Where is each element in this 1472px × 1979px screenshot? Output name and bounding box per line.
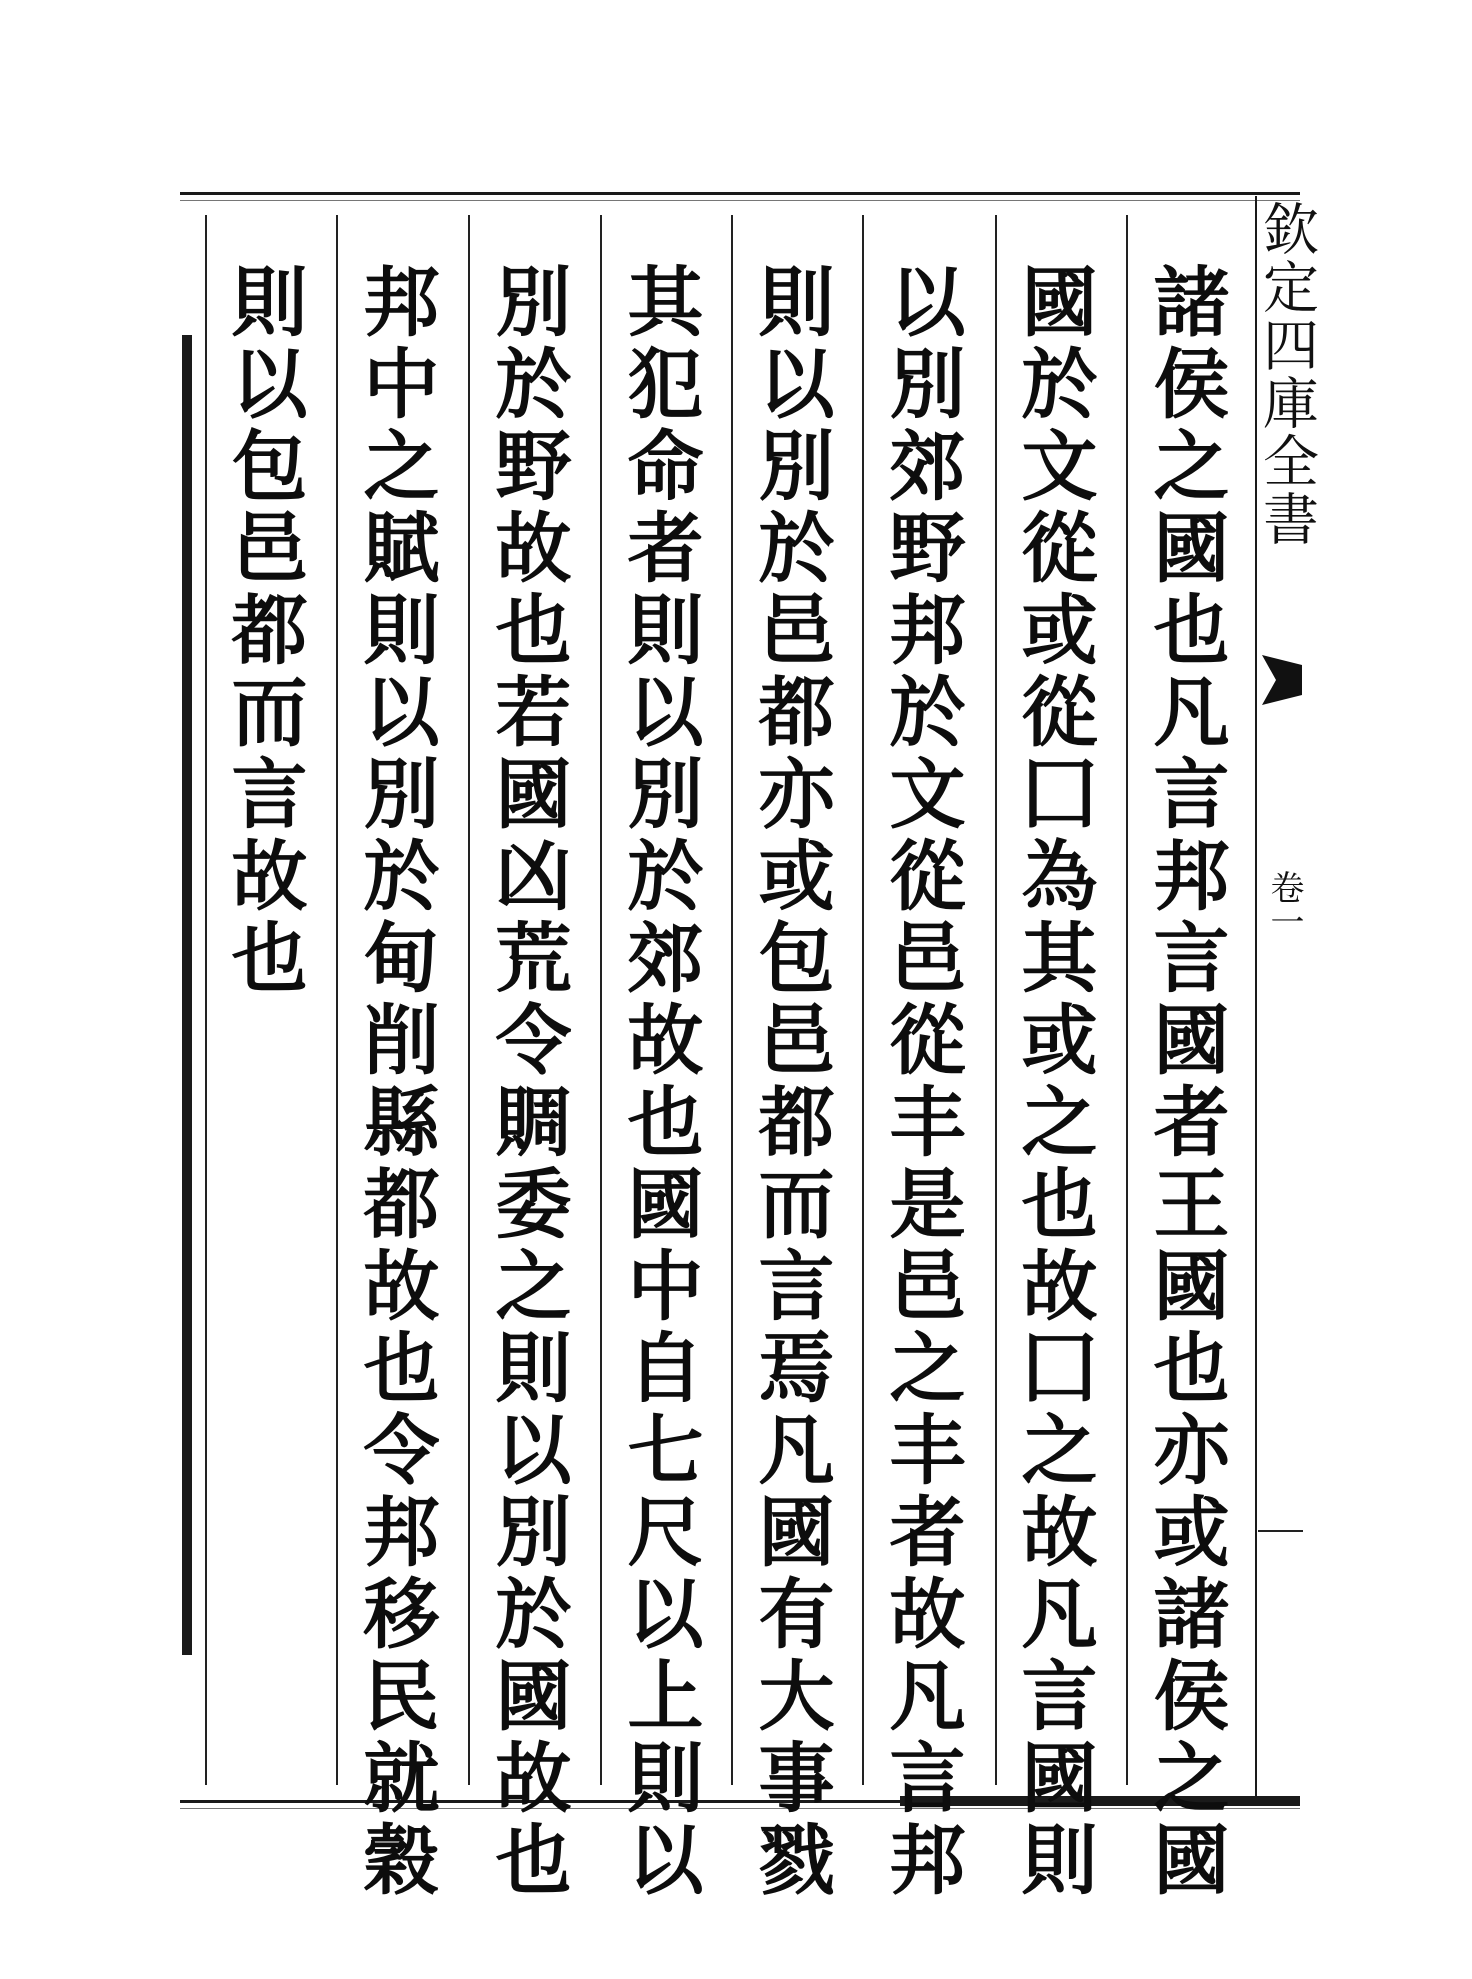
top-border-rule-inner <box>180 200 1300 201</box>
text-column-5: 其犯命者則以別於郊故也國中自七尺以上則以 <box>615 262 704 1902</box>
column-divider <box>995 215 997 1785</box>
text-column-2: 國於文從或從囗為其或之也故囗之故凡言國則 <box>1009 262 1098 1902</box>
bottom-border-rule-inner <box>180 1808 1300 1809</box>
text-column-4: 則以別於邑都亦或包邑都而言焉凡國有大事戮 <box>746 262 835 1902</box>
column-divider <box>468 215 470 1785</box>
column-divider <box>336 215 338 1785</box>
text-column-8: 則以包邑都而言故也 <box>219 262 308 1000</box>
text-column-1: 諸侯之國也凡言邦言國者王國也亦或諸侯之國 <box>1141 262 1230 1902</box>
margin-volume-label: 卷一 <box>1264 870 1304 938</box>
text-column-6: 別於野故也若國凶荒令賙委之則以別於國故也 <box>483 262 572 1902</box>
margin-small-rule <box>1258 1530 1303 1532</box>
text-column-3: 以別郊野邦於文從邑從丰是邑之丰者故凡言邦 <box>877 262 966 1902</box>
margin-book-title: 欽定四庫全書 <box>1254 200 1319 548</box>
text-column-7: 邦中之賦則以別於甸削縣都故也令邦移民就穀 <box>351 262 440 1902</box>
column-divider <box>731 215 733 1785</box>
column-divider <box>1126 215 1128 1785</box>
top-border-rule <box>180 192 1300 195</box>
left-thick-border <box>182 335 192 1655</box>
fish-tail-mark <box>1262 655 1302 705</box>
column-divider <box>205 215 207 1785</box>
column-divider <box>862 215 864 1785</box>
column-divider <box>600 215 602 1785</box>
